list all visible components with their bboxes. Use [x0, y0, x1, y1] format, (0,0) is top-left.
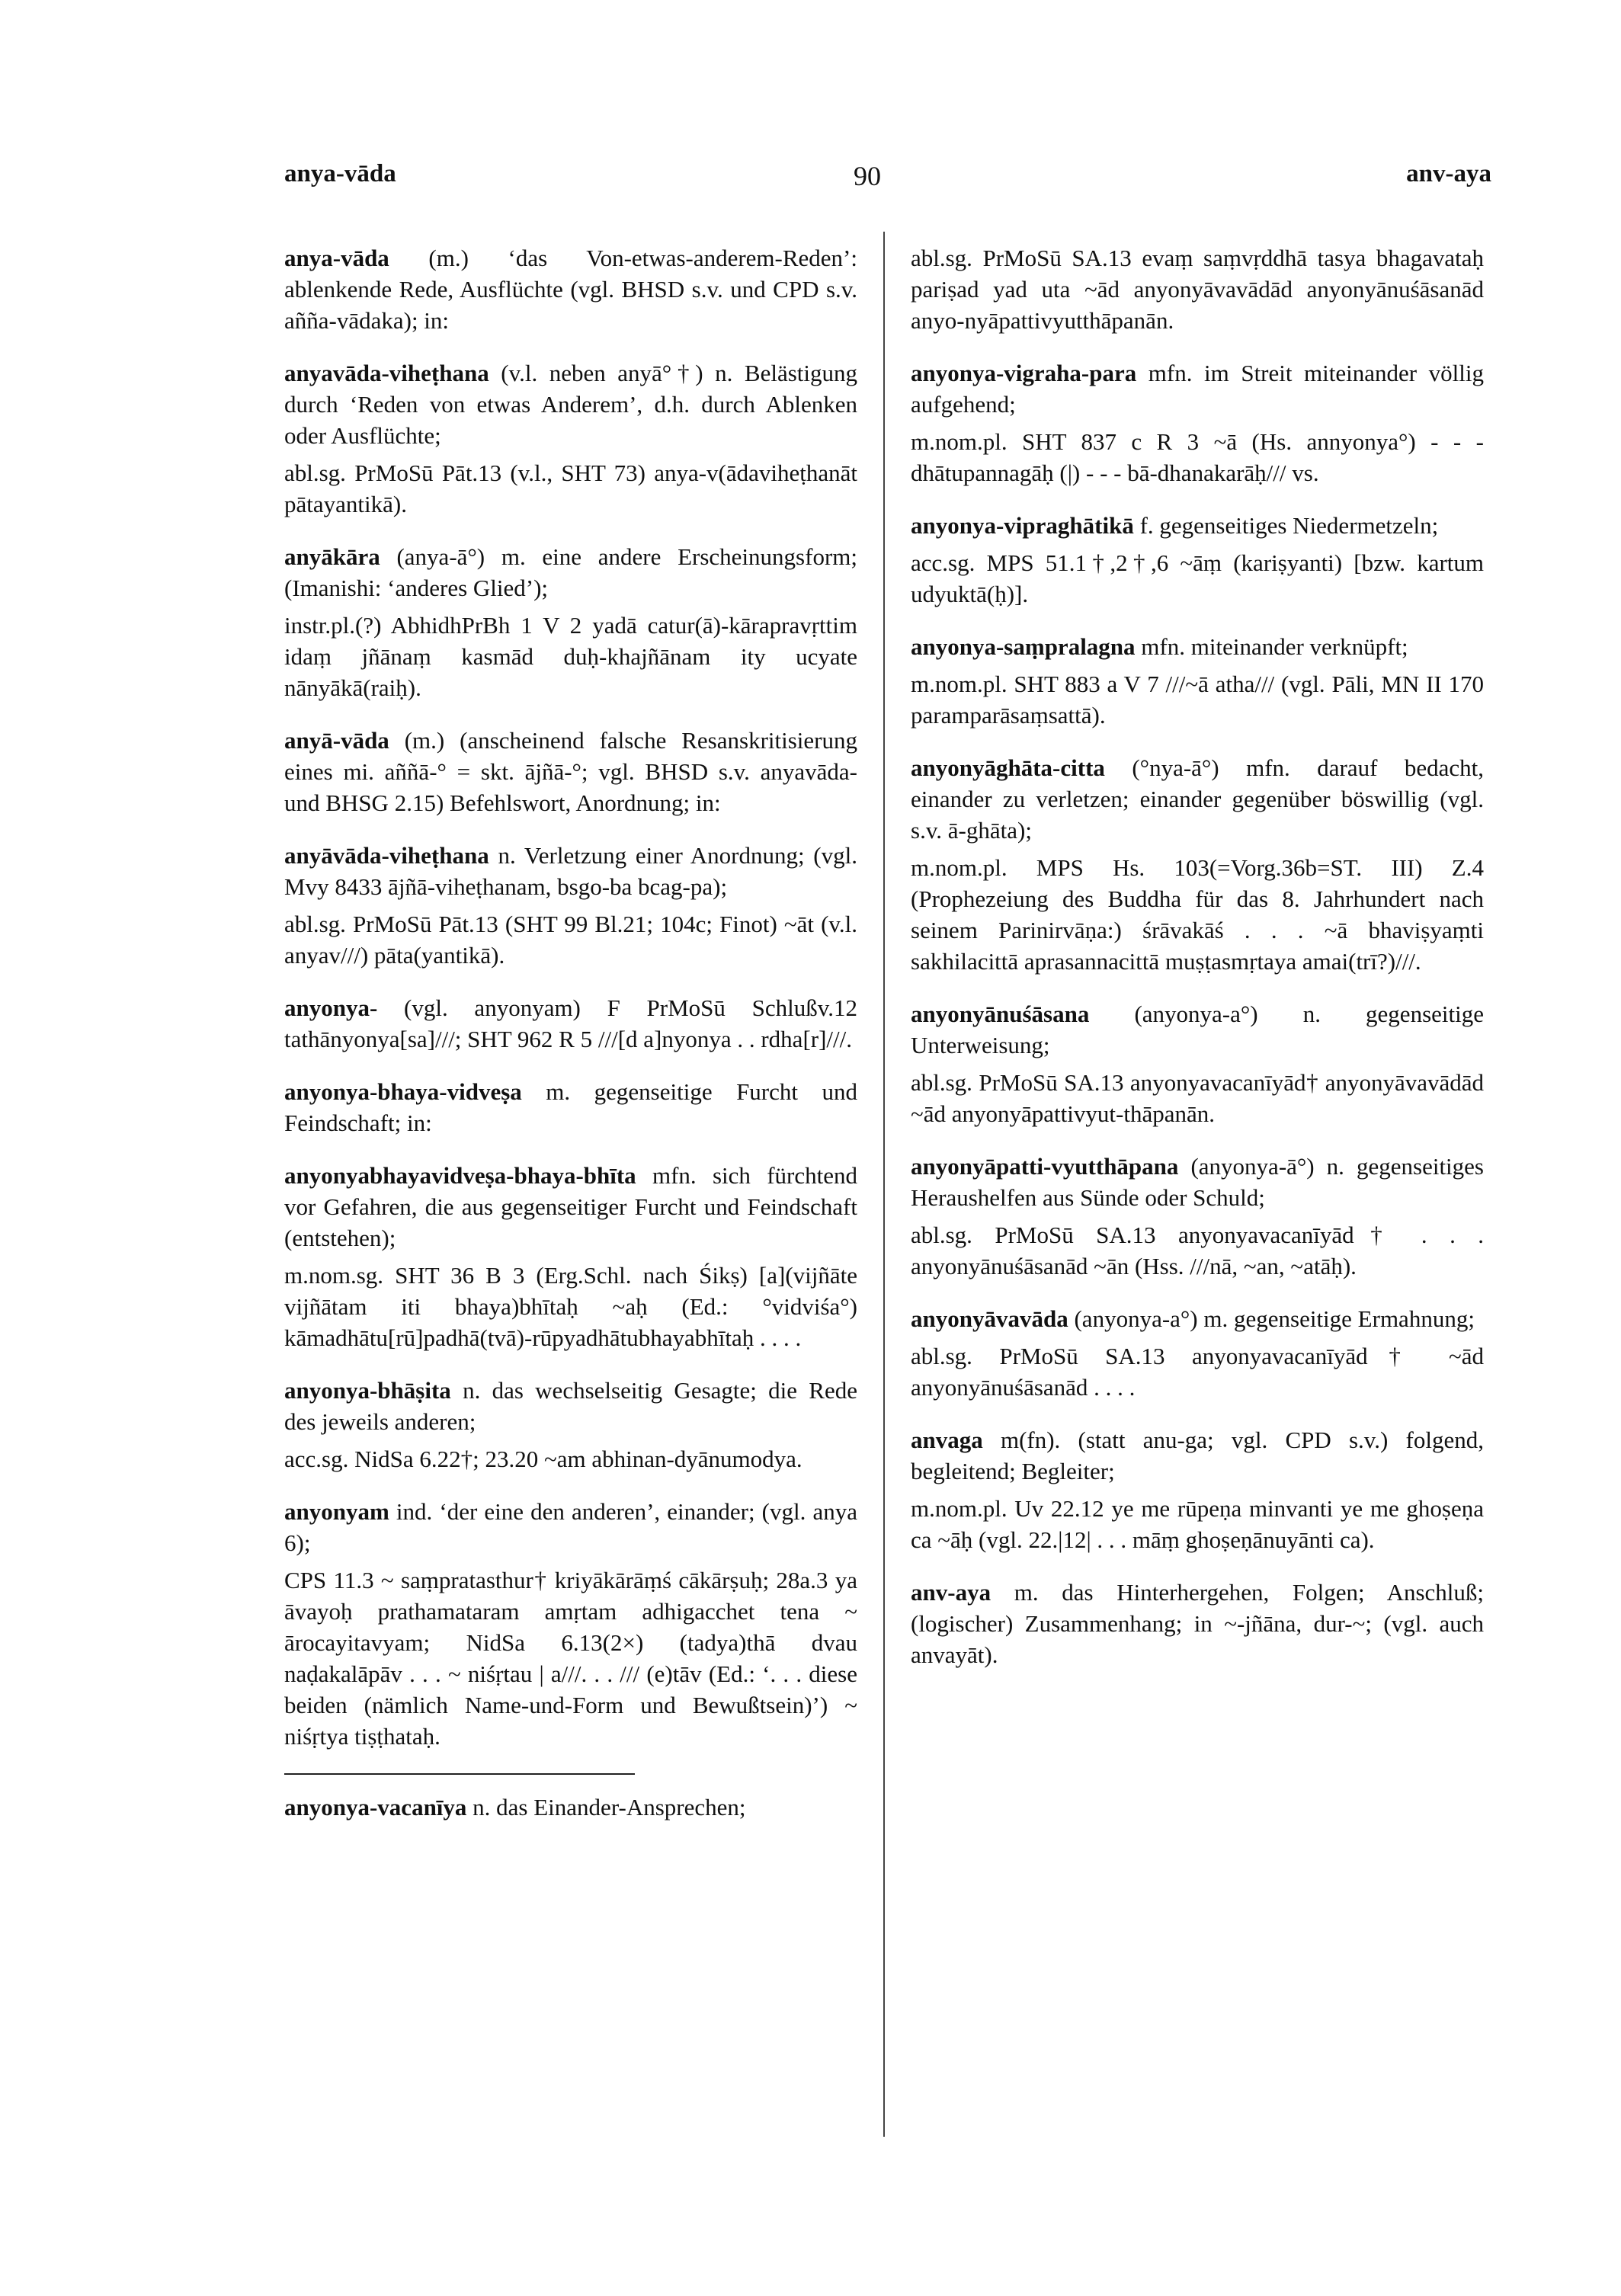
page-header: [0, 160, 1621, 206]
dictionary-entry: [911, 510, 1484, 610]
dictionary-entry: [911, 1303, 1484, 1403]
dictionary-entry: [284, 992, 857, 1055]
headword: anvaga: [911, 1427, 983, 1453]
entry-definition: anyā-vāda (m.) (anscheinend falsche Resanskritisierung eines mi. aññā-° = skt. ājñā-°; vgl. BHSD s.v. anyavāda- und BHSG 2.15) Befehlswort, Anordnung; in:: [284, 727, 857, 816]
dictionary-entry: [284, 1375, 857, 1475]
headword: anyonyāpatti-vyutthāpana: [911, 1153, 1179, 1180]
entry-definition: anv-aya m. das Hinterhergehen, Folgen; Anschluß; (logischer) Zusammenhang; in ~-jñāna, dur-~; (vgl. auch anvayāt).: [911, 1579, 1484, 1668]
dictionary-entry: [284, 1792, 857, 1823]
headword: anyavāda-viheṭhana: [284, 360, 489, 386]
entry-citation: abl.sg. PrMoSū Pāt.13 (v.l., SHT 73) anya-v(ādaviheṭhanāt pātayantikā).: [284, 460, 857, 517]
headword: anv-aya: [911, 1579, 992, 1606]
headword: anyonyabhayavidveṣa-bhaya-bhīta: [284, 1162, 636, 1189]
entry-definition: anya-vāda (m.) ‘das Von-etwas-anderem-Reden’: ablenkende Rede, Ausflüchte (vgl. BHSD s.v. und CPD s.v. añña-vādaka); in:: [284, 245, 857, 334]
headword: anya-vāda: [284, 245, 389, 271]
dictionary-entry: [911, 1151, 1484, 1282]
entry-definition: anyāvāda-viheṭhana n. Verletzung einer Anordnung; (vgl. Mvy 8433 ājñā-viheṭhanam, bsgo-ba bcag-pa);: [284, 842, 857, 900]
entry-definition: abl.sg. PrMoSū SA.13 evaṃ saṃvṛddhā tasya bhagavataḥ pariṣad yad uta ~ād anyonyāvavādād anyonyānuśāsanād anyo-nyāpattivyutthāpanān.: [911, 245, 1484, 334]
dictionary-entry: [911, 631, 1484, 731]
entry-citation: m.nom.pl. SHT 883 a V 7 ///~ā atha/// (vgl. Pāli, MN II 170 paramparāsaṃsattā).: [911, 671, 1484, 729]
dictionary-entry: [284, 1076, 857, 1138]
headword: anyonya-vacanīya: [284, 1794, 467, 1820]
headword: anyākāra: [284, 543, 380, 570]
entry-definition: anyonya-vacanīya n. das Einander-Ansprechen;: [284, 1794, 746, 1820]
entry-citation: m.nom.pl. SHT 837 c R 3 ~ā (Hs. annyonya°) - - - dhātupannagāḥ (|) - - - bā-dhanakarāḥ/// vs.: [911, 428, 1484, 486]
headword: anyonya-: [284, 994, 378, 1021]
headword: anyonyam: [284, 1498, 389, 1525]
entry-definition: anvaga m(fn). (statt anu-ga; vgl. CPD s.v.) folgend, begleitend; Begleiter;: [911, 1427, 1484, 1484]
running-head-left: anya-vāda: [284, 160, 396, 187]
dictionary-entry: [911, 357, 1484, 488]
entry-citation: abl.sg. PrMoSū SA.13 anyonyavacanīyād† anyonyāvavādād ~ād anyonyāpattivyut-thāpanān.: [911, 1069, 1484, 1127]
entry-definition: anyonyam ind. ‘der eine den anderen’, einander; (vgl. anya 6);: [284, 1498, 857, 1556]
entry-definition: anyonyabhayavidveṣa-bhaya-bhīta mfn. sich fürchtend vor Gefahren, die aus gegenseitiger Furcht und Feindschaft (entstehen);: [284, 1162, 857, 1251]
right-column: [911, 242, 1484, 1692]
entry-definition: anyākāra (anya-ā°) m. eine andere Erscheinungsform; (Imanishi: ‘anderes Glied’);: [284, 543, 857, 601]
entry-definition: anyonya-saṃpralagna mfn. miteinander verknüpft;: [911, 633, 1408, 660]
dictionary-entry: [911, 752, 1484, 977]
entry-citation: abl.sg. PrMoSū Pāt.13 (SHT 99 Bl.21; 104c; Finot) ~āt (v.l. anyav///) pāta(yantikā).: [284, 911, 857, 969]
headword: anyāvāda-viheṭhana: [284, 842, 489, 869]
entry-definition: anyonyānuśāsana (anyonya-a°) n. gegenseitige Unterweisung;: [911, 1001, 1484, 1058]
dictionary-entry: [911, 242, 1484, 336]
headword: anyonya-bhaya-vidveṣa: [284, 1078, 522, 1105]
entry-citation: acc.sg. MPS 51.1†,2†,6 ~āṃ (kariṣyanti) [bzw. kartum udyuktā(ḥ)].: [911, 549, 1484, 607]
entry-citation: abl.sg. PrMoSū SA.13 anyonyavacanīyād† . . . anyonyānuśāsanād ~ān (Hss. ///nā, ~an, ~atāḥ).: [911, 1222, 1484, 1279]
dictionary-entry: [911, 1577, 1484, 1670]
dictionary-entry: [284, 541, 857, 703]
entry-citation: instr.pl.(?) AbhidhPrBh 1 V 2 yadā catur(ā)-kārapravṛttim idaṃ jñānaṃ kasmād duḥ-khajñānam ity ucyate nānyākā(raiḥ).: [284, 612, 857, 701]
entry-definition: anyonyāghāta-citta (°nya-ā°) mfn. darauf bedacht, einander zu verletzen; einander gegenüber böswillig (vgl. s.v. ā-ghāta);: [911, 754, 1484, 844]
headword: anyonya-saṃpralagna: [911, 633, 1136, 660]
entry-definition: anyonya-vigraha-para mfn. im Streit miteinander völlig aufgehend;: [911, 360, 1484, 418]
entry-definition: anyavāda-viheṭhana (v.l. neben anyā°†) n. Belästigung durch ‘Reden von etwas Anderem’, d.h. durch Ablenken oder Ausflüchte;: [284, 360, 857, 449]
entry-citation: m.nom.sg. SHT 36 B 3 (Erg.Schl. nach Śikṣ) [a](vijñāte vijñātam iti bhaya)bhītaḥ ~aḥ (Ed.: °vidviśa°) kāmadhātu[rū]padhā(tvā)-rūpyadhātubhayabhītaḥ . . . .: [284, 1262, 857, 1351]
dictionary-entry: [284, 242, 857, 336]
dictionary-entry: [284, 840, 857, 971]
separator-rule: [284, 1773, 635, 1775]
entry-definition: anyonya-bhāṣita n. das wechselseitig Gesagte; die Rede des jeweils anderen;: [284, 1377, 857, 1435]
headword: anyonya-vigraha-para: [911, 360, 1137, 386]
entry-definition: anyonyāpatti-vyutthāpana (anyonya-ā°) n. gegenseitiges Heraushelfen aus Sünde oder Schuld;: [911, 1153, 1484, 1211]
dictionary-entry: [284, 1160, 857, 1353]
dictionary-entry: [284, 725, 857, 818]
headword: anyonyānuśāsana: [911, 1001, 1090, 1027]
dictionary-entry: [284, 357, 857, 520]
entry-definition: anyonya- (vgl. anyonyam) F PrMoSū Schlußv.12 tathānyonya[sa]///; SHT 962 R 5 ///[d a]nyonya . . rdha[r]///.: [284, 994, 857, 1052]
dictionary-entry: [911, 1424, 1484, 1555]
headword: anyā-vāda: [284, 727, 389, 754]
dictionary-entry: [284, 1496, 857, 1752]
entry-citation: CPS 11.3 ~ saṃpratasthur† kriyākārāṃś cākārṣuḥ; 28a.3 ya āvayoḥ prathamataram amṛtam adhigacchet tena ~ ārocayitavyam; NidSa 6.13(2×) (tadya)thā dvau naḍakalāpāv . . . ~ niśṛtau | a///. . . /// (e)tāv (Ed.: ‘. . . diese beiden (nämlich Name-und-Form und Bewußtsein)’) ~ niśṛtya tiṣṭhataḥ.: [284, 1567, 857, 1750]
entry-citation: acc.sg. NidSa 6.22†; 23.20 ~am abhinan-dyānumodya.: [284, 1446, 802, 1472]
entry-definition: anyonyāvavāda (anyonya-a°) m. gegenseitige Ermahnung;: [911, 1305, 1475, 1332]
page-number: 90: [854, 161, 881, 191]
headword: anyonya-bhāṣita: [284, 1377, 451, 1404]
entry-definition: anyonya-vipraghātikā f. gegenseitiges Niedermetzeln;: [911, 512, 1439, 539]
running-head-right: anv-aya: [1406, 160, 1491, 187]
entry-citation: m.nom.pl. MPS Hs. 103(=Vorg.36b=ST. III) Z.4 (Prophezeiung des Buddha für das 8. Jahrhundert nach seinem Parinirvāṇa:) śrāvakāś . . . ~ā bhaviṣyaṃti sakhilacittā aprasannacittā muṣṭasmṛtaya amai(trī?)///.: [911, 854, 1484, 975]
headword: anyonyāvavāda: [911, 1305, 1068, 1332]
left-column: [284, 242, 857, 1844]
dictionary-entry: [911, 998, 1484, 1129]
entry-citation: m.nom.pl. Uv 22.12 ye me rūpeṇa minvanti ye me ghoṣeṇa ca ~āḥ (vgl. 22.|12| . . . māṃ ghoṣeṇānuyānti ca).: [911, 1495, 1484, 1553]
headword: anyonyāghāta-citta: [911, 754, 1105, 781]
headword: anyonya-vipraghātikā: [911, 512, 1134, 539]
entry-definition: anyonya-bhaya-vidveṣa m. gegenseitige Furcht und Feindschaft; in:: [284, 1078, 857, 1136]
entry-citation: abl.sg. PrMoSū SA.13 anyonyavacanīyād† ~ād anyonyānuśāsanād . . . .: [911, 1343, 1484, 1401]
